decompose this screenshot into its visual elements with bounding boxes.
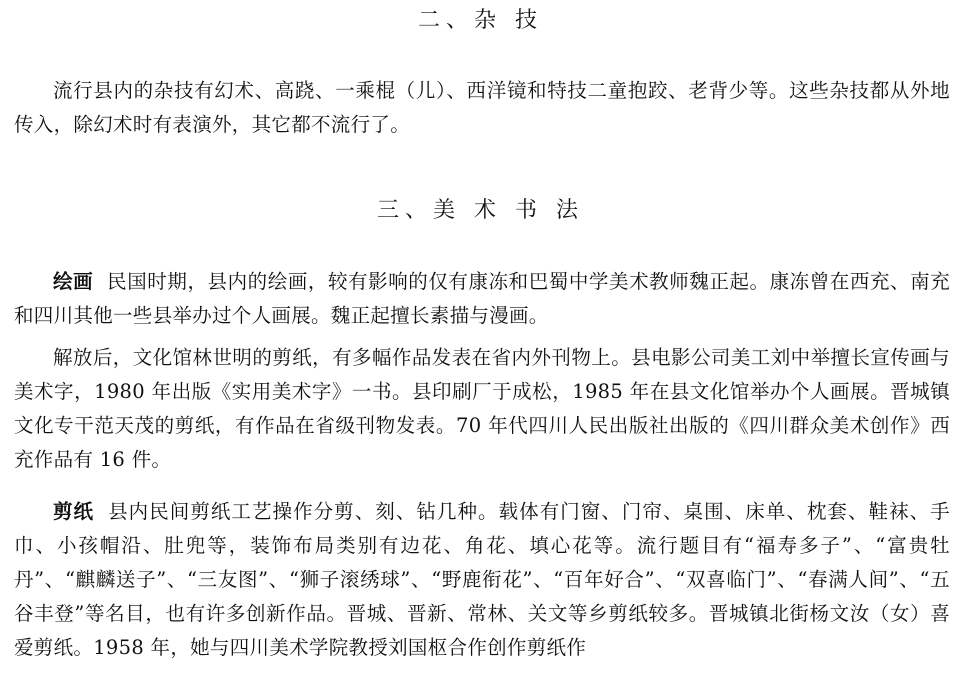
papercut-text: 县内民间剪纸工艺操作分剪、刻、钻几种。载体有门窗、门帘、桌围、床单、枕套、鞋袜、手巾、小孩帽沿、肚兜等，装饰布局类别有边花、角花、填心花等。流行题目有“福寿多子”、“富贵牡丹”、“麒麟送子”、“三友图”、“狮子滚绣球”、“野鹿衔花”、“百年好合”、“双喜临门”、“春满人间”、“五谷丰登”等名目，也有许多创新作品。晋城、晋新、常林、关文等乡剪纸较多。晋城镇北街杨文汝（女）喜爱剪纸。1958 年，她与四川美术学院教授刘国枢合作创作剪纸作 — [14, 500, 950, 659]
paragraph-papercut — [14, 495, 950, 665]
term-painting: 绘画 — [53, 270, 94, 293]
section-heading-fine-arts-calligraphy: 三、美 术 书 法 — [377, 198, 584, 223]
section-heading-acrobatics: 二、杂 技 — [418, 8, 543, 33]
term-papercut: 剪纸 — [53, 500, 95, 523]
paragraph-acrobatics: 流行县内的杂技有幻术、高跷、一乘棍（儿）、西洋镜和特技二童抱跤、老背少等。这些杂技都从外地传入，除幻术时有表演外，其它都不流行了。 — [14, 79, 950, 136]
paragraph-after-liberation: 解放后，文化馆林世明的剪纸，有多幅作品发表在省内外刊物上。县电影公司美工刘中举擅长宣传画与美术字，1980 年出版《实用美术字》一书。县印刷厂于成松，1985 年在县文化馆举办个人画展。晋城镇文化专干范天茂的剪纸，有作品在省级刊物发表。70 年代四川人民出版社出版的《四川群众美术创作》西充作品有 16 件。 — [14, 346, 950, 471]
paragraph-painting — [14, 265, 950, 333]
painting-text: 民国时期，县内的绘画，较有影响的仅有康冻和巴蜀中学美术教师魏正起。康冻曾在西充、南充和四川其他一些县举办过个人画展。魏正起擅长素描与漫画。 — [14, 270, 950, 327]
